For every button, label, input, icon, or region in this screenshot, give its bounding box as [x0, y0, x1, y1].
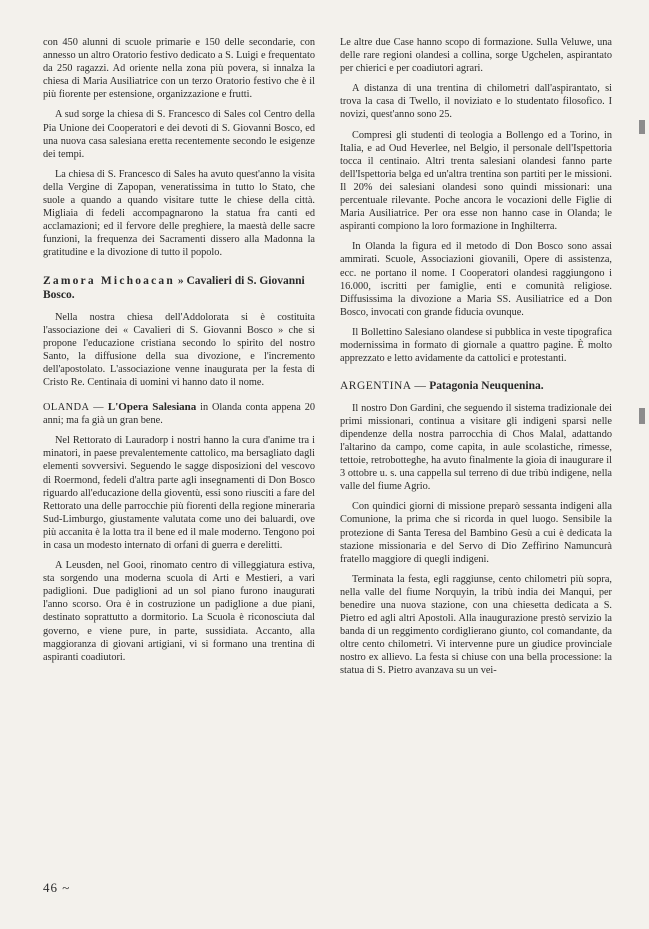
paragraph: Le altre due Case hanno scopo di formazione. Sulla Veluwe, una delle rare regioni olandesi a collina, sorge Ugchelen, aspirantato per chierici e per coadiutori agrari.: [340, 37, 612, 75]
heading-text: in Olanda conta appena 20 anni; ma fa già un gran bene.: [43, 402, 316, 427]
paragraph: La chiesa di S. Francesco di Sales ha avuto quest'anno la visita della Vergine di Zapopan, veneratissima in tutto lo Stato, che suole a quando a quando visitare tutte le chiese della città. Migliaia di fedeli accompagnarono la statua fra canti ed acclamazioni; ed il fervore delle preghiere, la maestà delle sacre funzioni, la frequenza dei Sacramenti dissero alla Madonna la gratitudine e la divozione di tutto il popolo.: [43, 168, 315, 259]
right-column: [340, 36, 612, 685]
paragraph: Terminata la festa, egli raggiunse, cento chilometri più sopra, nella valle del fiume Norquyin, la tribù india dei Manqui, per benedire una nuova stazione, con una chiesetta dedicata a S. Pietro ed agli altri Apostoli. Alla inaugurazione prestò servizio la banda di un reggimento cordiglierano giunto, col comandante, da oltre cento chilometri. Vi intervenne pure un giudice provinciale nostro ex allievo. La festa si chiuse con una bella processione: la statua di S. Pietro avanzava su un vei-: [340, 573, 612, 677]
scan-edge-mark: [639, 120, 645, 134]
paragraph: Compresi gli studenti di teologia a Bollengo ed a Torino, in Italia, e ad Oud Heverlee, nel Belgio, il personale dell'Ispettoria tocca il centinaio. Altri trenta salesiani olandesi fanno parte dell'Ispettoria belga ed un'altra trentina son partiti per le missioni. Il 20% dei salesiani olandesi sono quindi missionari: una percentuale rilevante. Poche ancora le vocazioni delle Figlie di Maria Ausiliatrice. Per ora esse non hanno case in Olanda; le aspiranti compiono la loro formazione in Inghilterra.: [340, 129, 612, 233]
paragraph: con 450 alunni di scuole primarie e 150 delle secondarie, con annesso un altro Oratorio festivo dedicato a S. Luigi e frequentato da 250 ragazzi. Ad oriente nella zona più povera, si innalza la chiesa di Maria Ausiliatrice con un terzo Oratorio festivo che è il più fiorente per estensione, organizzazione e frutti.: [43, 37, 315, 101]
paragraph: A sud sorge la chiesa di S. Francesco di Sales col Centro della Pia Unione dei Cooperatori e dei devoti di S. Giovanni Bosco, ed una nuova casa salesiana eretta recentemente secondo le esigenze dei tempi.: [43, 109, 315, 160]
paragraph: Con quindici giorni di missione preparò sessanta indigeni alla Comunione, la prima che si ricorda in quel luogo. Sensibile la protezione di Santa Teresa del Bambino Gesù a cui è dedicata la stazione missionaria e del Servo di Dio Zeffirino Namuncurà fratello maggiore di quegli indigeni.: [340, 501, 612, 565]
heading-title: L'Opera Salesiana: [107, 401, 197, 414]
scan-edge-mark: [639, 408, 645, 424]
heading-country: OLANDA —: [43, 402, 105, 414]
heading-title: Patagonia Neuquenina.: [429, 380, 544, 393]
paragraph: Il nostro Don Gardini, che seguendo il sistema tradizionale dei primi missionari, continua a visitare gli indigeni sparsi nelle dipendenze della nostra parrocchia di Chos Malal, adattando l'altarino da campo, come capita, in aule scolastiche, rimesse, tettoie, retrobotteghe, ha avuto finalmente la gioia di inaugurare il 3 ottobre u. s. una cappella sul terreno di due tribù indigene, nella valle del fiume Agrio.: [340, 402, 612, 493]
section-heading-argentina: [340, 379, 612, 394]
left-column: [43, 36, 315, 671]
paragraph: Nella nostra chiesa dell'Addolorata si è costituita l'associazione dei « Cavalieri di S. Giovanni Bosco » che si propone l'educazione cristiana secondo lo spirito del nostro Santo, la diffusione della sua divozione, e l'incremento dell'apostolato. L'associazione venne inaugurata per la festa di Cristo Re. Centinaia di uomini vi hanno dato il nome.: [43, 311, 315, 388]
paragraph: In Olanda la figura ed il metodo di Don Bosco sono assai ammirati. Scuole, Associazioni giovanili, Opere di assistenza, ecc. ne portano il nome. I Cooperatori olandesi raggiungono i 16.000, iscritti per famiglie, enti e comunità religiose. Diffusissima la divozione a Maria SS. Ausiliatrice ed a Don Bosco, invocati con grande fiducia ovunque.: [340, 241, 612, 318]
section-heading-olanda: [43, 401, 315, 427]
heading-country: ARGENTINA —: [340, 380, 427, 393]
page-number: 46 ~: [43, 880, 71, 895]
paragraph: A distanza di una trentina di chilometri dall'aspirantato, si trova la casa di Twello, il noviziato e lo studentato filosofico. I novizi, quest'anno sono 25.: [340, 83, 612, 121]
heading-title: » Cavalieri di S. Giovanni Bosco.: [43, 274, 305, 301]
section-heading-zamora: [43, 274, 315, 303]
heading-place: Zamora Michoacan: [43, 274, 175, 287]
paragraph: A Leusden, nel Gooi, rinomato centro di villeggiatura estiva, sta sorgendo una moderna scuola di Arti e Mestieri, a vari padiglioni. Due padiglioni ad un sol piano furono inaugurati l'anno scorso. Ora è in costruzione un padiglione a due piani, destinato soprattutto a dormitorio. La Scuola è riconosciuta dal governo, e viene pure, in parte, sussidiata. Accanto, alla maggioranza di giovani artigiani, vi si formano una trentina di aspiranti coadiutori.: [43, 560, 315, 663]
paragraph: Il Bollettino Salesiano olandese si pubblica in veste tipografica modernissima in formato di giornale a quattro pagine. È molto apprezzato e letto avidamente da cattolici e protestanti.: [340, 326, 612, 365]
paragraph: Nel Rettorato di Lauradorp i nostri hanno la cura d'anime tra i minatori, in paese prevalentemente cattolico, ma bersagliato dagli elementi sovversivi. Seguendo le sagge disposizioni del vescovo di Roermond, fedeli d'altra parte agli insegnamenti di Don Bosco riguardo all'educazione della gioventù, essi sono riusciti a fare del Rettorato una delle parrocchie più fiorenti della regione mineraria Sud-Limburgo, giustamente valutata come uno dei baluardi, ove più accanita è la lotta tra il bene ed il male moderno. Tengono poi in casa un modesto internato di orfani di guerra e derelitti.: [43, 435, 315, 551]
